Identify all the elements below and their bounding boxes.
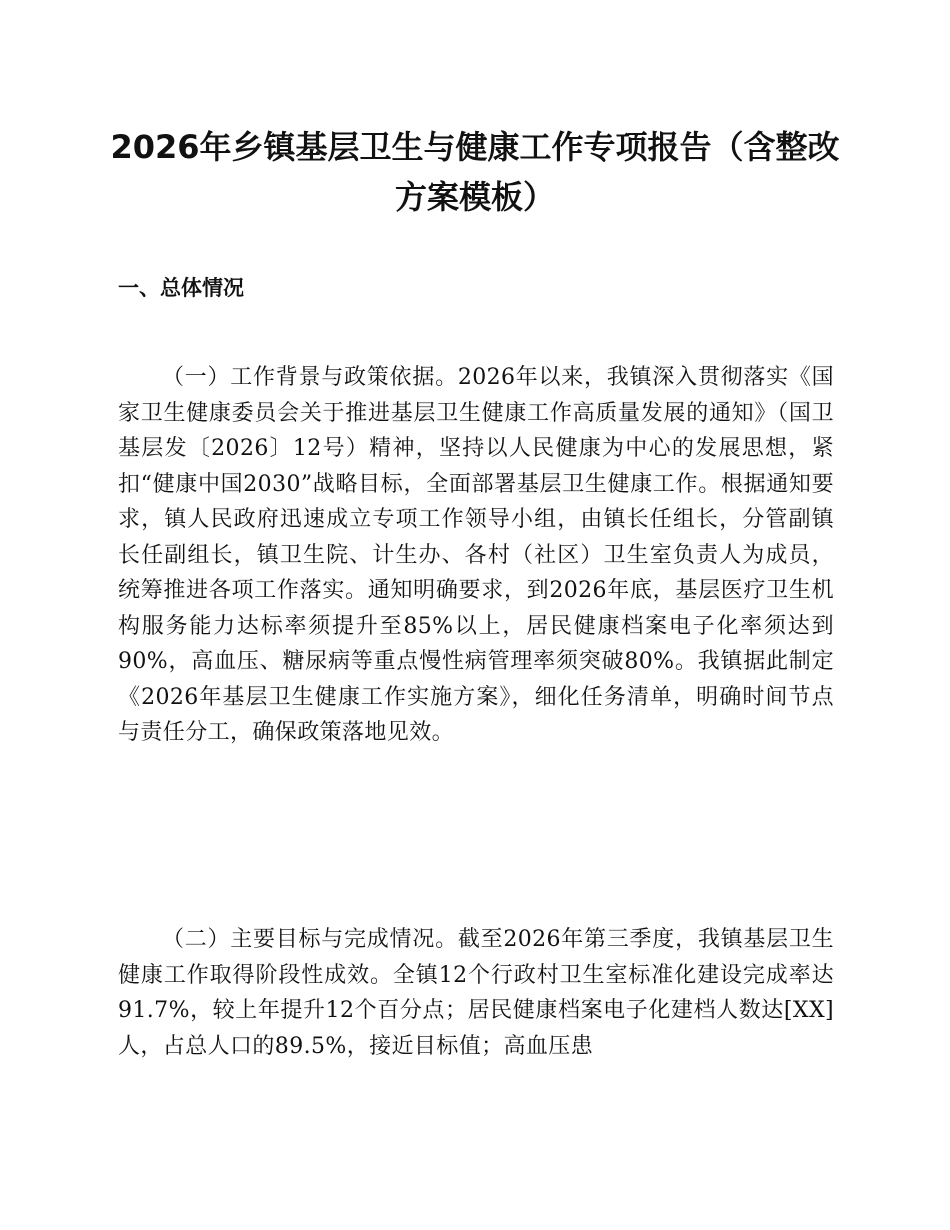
paragraph-background: （一）工作背景与政策依据。2026年以来，我镇深入贯彻落实《国家卫生健康委员会关于推进基层卫生健康工作高质量发展的通知》（国卫基层发〔2026〕12号）精神，坚持以人民健康为中心的发展思想，紧扣“健康中国2030”战略目标，全面部署基层卫生健康工作。根据通知要求，镇人民政府迅速成立专项工作领导小组，由镇长任组长，分管副镇长任副组长，镇卫生院、计生办、各村（社区）卫生室负责人为成员，统筹推进各项工作落实。通知明确要求，到2026年底，基层医疗卫生机构服务能力达标率须提升至85%以上，居民健康档案电子化率须达到90%，高血压、糖尿病等重点慢性病管理率须突破80%。我镇据此制定《2026年基层卫生健康工作实施方案》，细化任务清单，明确时间节点与责任分工，确保政策落地见效。 [118,365,834,745]
document-title: 2026年乡镇基层卫生与健康工作专项报告（含整改方案模板） [110,128,840,216]
paragraph-goals: （二）主要目标与完成情况。截至2026年第三季度，我镇基层卫生健康工作取得阶段性成效。全镇12个行政村卫生室标准化建设完成率达91.7%，较上年提升12个百分点；居民健康档案电子化建档人数达[XX]人，占总人口的89.5%，接近目标值；高血压患 [118,927,834,1059]
section-heading: 一、总体情况 [118,276,244,300]
